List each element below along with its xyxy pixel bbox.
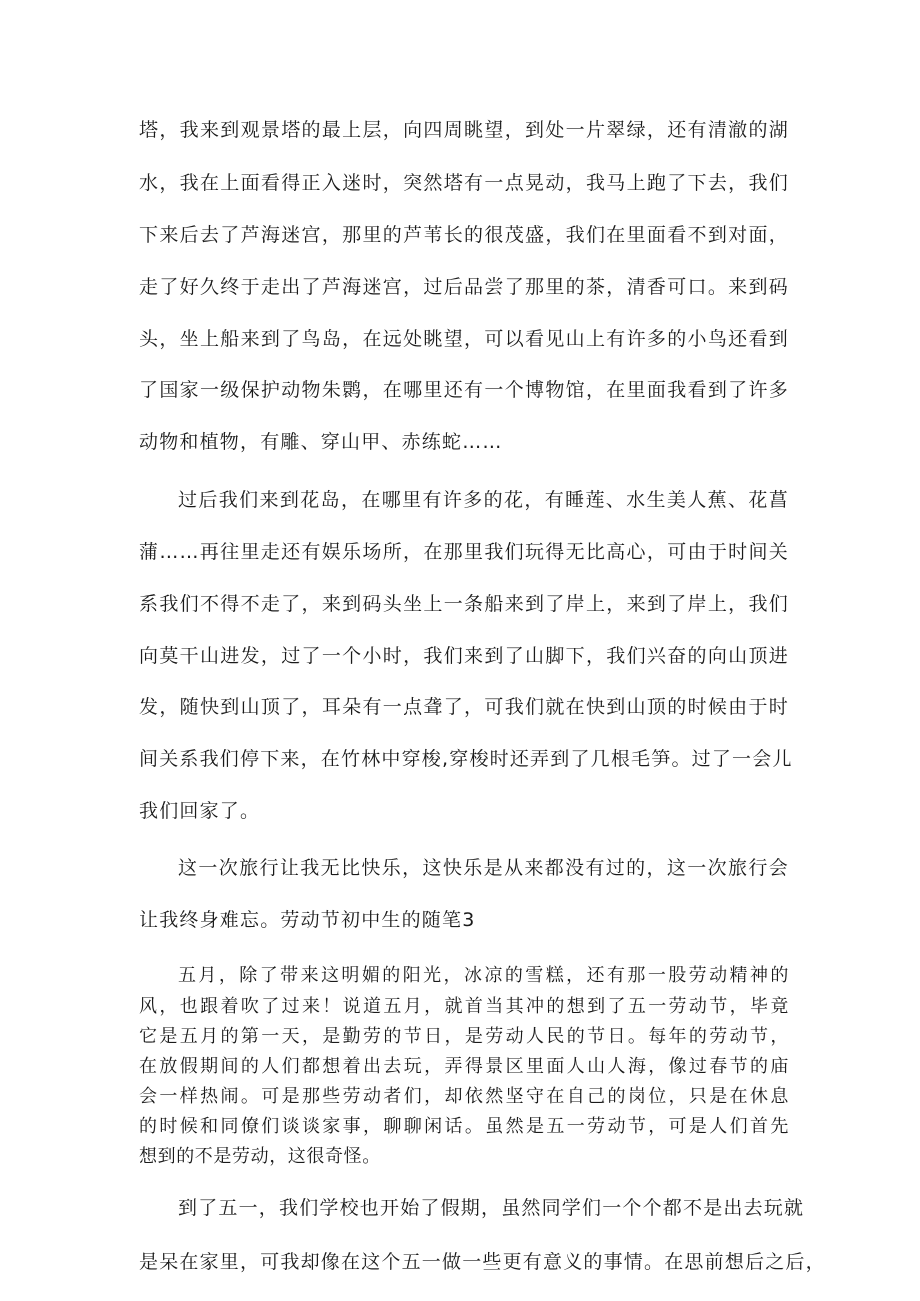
paragraph-3-line-1: 这一次旅行让我无比快乐，这快乐是从来都没有过的，这一次旅行会 — [178, 857, 789, 879]
paragraph-2-line-3: 系我们不得不走了，来到码头坐上一条船来到了岸上，来到了岸上，我们 — [139, 593, 789, 615]
paragraph-1-line-2: 水，我在上面看得正入迷时，突然塔有一点晃动，我马上跑了下去，我们 — [139, 172, 789, 194]
paragraph-2-line-5: 发，随快到山顶了，耳朵有一点聋了，可我们就在快到山顶的时候由于时 — [139, 696, 789, 718]
paragraph-2-line-6: 间关系我们停下来，在竹林中穿梭,穿梭时还弄到了几根毛笋。过了一会儿 — [139, 748, 793, 770]
paragraph-5-line-2: 是呆在家里，可我却像在这个五一做一些更有意义的事情。在思前想后之后， — [139, 1251, 826, 1273]
paragraph-1-line-3: 下来后去了芦海迷宫，那里的芦苇长的很茂盛，我们在里面看不到对面， — [139, 224, 789, 246]
paragraph-2-line-1: 过后我们来到花岛，在哪里有许多的花，有睡莲、水生美人蕉、花菖 — [178, 489, 789, 511]
paragraph-1-line-4: 走了好久终于走出了芦海迷宫，过后品尝了那里的茶，清香可口。来到码 — [139, 276, 789, 298]
paragraph-1-line-6: 了国家一级保护动物朱鹮，在哪里还有一个博物馆，在里面我看到了许多 — [139, 379, 789, 401]
paragraph-4-line-1: 五月，除了带来这明媚的阳光，冰凉的雪糕，还有那一股劳动精神的 — [178, 965, 789, 986]
paragraph-1-line-5: 头，坐上船来到了鸟岛，在远处眺望，可以看见山上有许多的小鸟还看到 — [139, 328, 789, 350]
paragraph-4-line-7: 想到的不是劳动，这很奇怪。 — [139, 1146, 381, 1167]
paragraph-2-line-4: 向莫干山进发，过了一个小时，我们来到了山脚下，我们兴奋的向山顶进 — [139, 645, 789, 667]
paragraph-4-line-2: 风，也跟着吹了过来！说道五月，就首当其冲的想到了五一劳动节，毕竟 — [139, 996, 789, 1017]
paragraph-3-line-2: 让我终身难忘。劳动节初中生的随笔3 — [139, 909, 476, 931]
paragraph-4-line-4: 在放假期间的人们都想着出去玩，弄得景区里面人山人海，像过春节的庙 — [139, 1056, 789, 1077]
paragraph-2-line-7: 我们回家了。 — [139, 800, 261, 822]
paragraph-5-line-1: 到了五一，我们学校也开始了假期，虽然同学们一个个都不是出去玩就 — [178, 1197, 805, 1219]
paragraph-4-line-6: 的时候和同僚们谈谈家事，聊聊闲话。虽然是五一劳动节，可是人们首先 — [139, 1116, 789, 1137]
paragraph-1-line-1: 塔，我来到观景塔的最上层，向四周眺望，到处一片翠绿，还有清澈的湖 — [139, 119, 789, 141]
paragraph-2-line-2: 蒲……再往里走还有娱乐场所，在那里我们玩得无比高心，可由于时间关 — [139, 541, 789, 563]
paragraph-4-line-3: 它是五月的第一天，是勤劳的节日，是劳动人民的节日。每年的劳动节， — [139, 1026, 789, 1047]
paragraph-1-line-7: 动物和植物，有雕、穿山甲、赤练蛇…… — [139, 431, 503, 453]
paragraph-4-line-5: 会一样热闹。可是那些劳动者们，却依然坚守在自己的岗位，只是在休息 — [139, 1086, 789, 1107]
